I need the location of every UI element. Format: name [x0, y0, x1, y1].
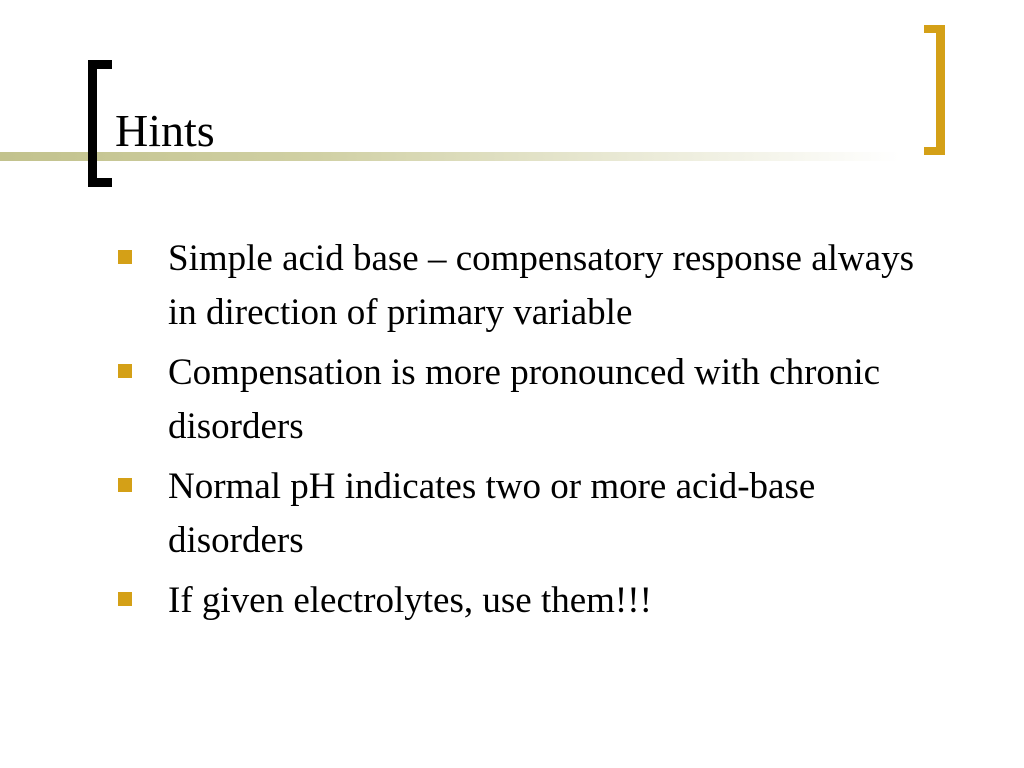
bullet-item: [118, 574, 918, 628]
square-bullet-icon: [118, 592, 132, 606]
bullet-list: [118, 232, 918, 634]
right-bracket-bottom-serif: [924, 147, 945, 155]
bullet-text: Normal pH indicates two or more acid-base disorders: [168, 466, 816, 561]
square-bullet-icon: [118, 478, 132, 492]
square-bullet-icon: [118, 364, 132, 378]
square-bullet-icon: [118, 250, 132, 264]
left-bracket-bottom-serif: [88, 178, 112, 187]
left-bracket-vertical: [88, 60, 97, 187]
bullet-text: If given electrolytes, use them!!!: [168, 580, 652, 621]
bullet-text: Compensation is more pronounced with chronic disorders: [168, 352, 881, 447]
bullet-text: Simple acid base – compensatory response always in direction of primary variable: [168, 238, 914, 333]
right-bracket-top-serif: [924, 25, 945, 33]
left-bracket-top-serif: [88, 60, 112, 69]
bullet-item: [118, 232, 918, 340]
slide-title: Hints: [115, 105, 215, 156]
bullet-item: [118, 460, 918, 568]
right-bracket-vertical: [936, 25, 945, 155]
bullet-item: [118, 346, 918, 454]
